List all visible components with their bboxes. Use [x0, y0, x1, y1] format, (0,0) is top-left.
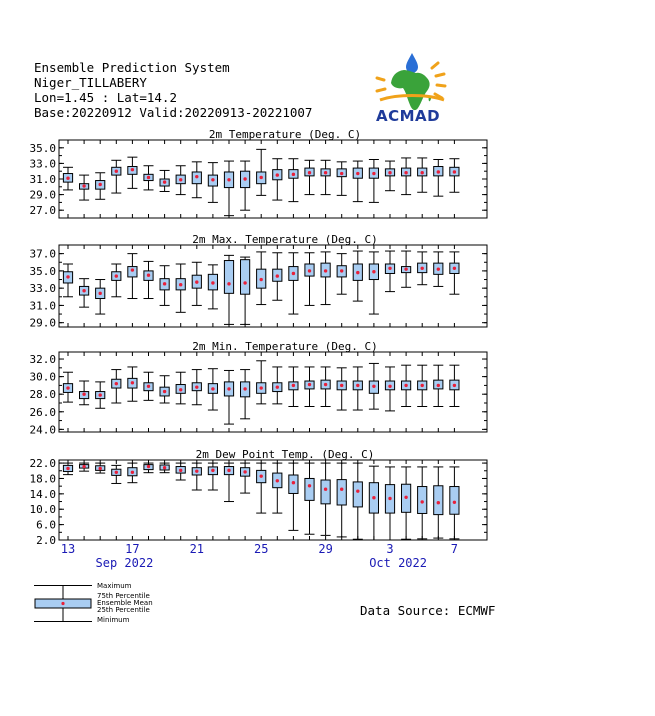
mean-marker — [99, 467, 102, 470]
box-day-27 — [288, 367, 298, 407]
box-day-24 — [240, 257, 250, 324]
mean-marker — [276, 173, 279, 176]
mean-marker — [340, 172, 343, 175]
box-day-21 — [192, 370, 202, 405]
box-day-27 — [288, 463, 298, 530]
mean-marker — [131, 268, 134, 271]
box-day-18 — [144, 372, 154, 400]
header-coords: Lon=1.45 : Lat=14.2 — [34, 90, 177, 105]
mean-marker — [243, 387, 246, 390]
legend-maximum: Maximum — [97, 582, 132, 590]
mean-marker — [195, 469, 198, 472]
box-day-18 — [144, 261, 154, 298]
box-day-1 — [353, 463, 363, 539]
x-tick-label: 7 — [450, 542, 459, 556]
box-day-25 — [256, 149, 266, 195]
y-tick-label: 29.0 — [29, 316, 56, 330]
y-tick-label: 35.0 — [29, 141, 56, 155]
legend-75th-percentile: 75th Percentile — [97, 592, 150, 600]
x-month-label: Sep 2022 — [95, 556, 154, 570]
y-tick-label: 28.0 — [29, 388, 56, 402]
box-day-28 — [305, 367, 315, 407]
mean-marker — [292, 272, 295, 275]
box-day-13 — [63, 167, 73, 190]
mean-marker — [243, 281, 246, 284]
mean-marker — [66, 467, 69, 470]
data-source: Data Source: ECMWF — [360, 603, 496, 618]
header-dates: Base:20220912 Valid:20220913-20221007 — [34, 105, 313, 120]
box-day-26 — [272, 159, 282, 200]
box-day-29 — [321, 463, 331, 535]
mean-marker — [356, 489, 359, 492]
plot-frame — [59, 245, 487, 327]
mean-marker — [388, 497, 391, 500]
mean-marker — [388, 267, 391, 270]
box-day-24 — [240, 370, 250, 419]
mean-marker — [82, 184, 85, 187]
mean-marker — [211, 281, 214, 284]
box-day-4 — [401, 158, 411, 195]
mean-marker — [276, 385, 279, 388]
mean-marker — [195, 280, 198, 283]
box-day-21 — [192, 463, 202, 490]
box-day-5 — [417, 365, 427, 406]
mean-marker — [324, 383, 327, 386]
panel-title: 2m Temperature (Deg. C) — [208, 128, 362, 141]
box-day-23 — [224, 370, 234, 424]
box-day-5 — [417, 467, 427, 539]
mean-marker — [163, 466, 166, 469]
panel-1 — [30, 128, 488, 218]
mean-marker — [421, 500, 424, 503]
box-day-17 — [127, 367, 137, 401]
mean-marker — [82, 289, 85, 292]
box-day-29 — [321, 367, 331, 407]
box-day-13 — [63, 264, 73, 297]
box-day-7 — [449, 365, 459, 406]
box-day-20 — [176, 372, 186, 404]
box-day-19 — [160, 170, 170, 191]
box-day-29 — [321, 252, 331, 305]
mean-marker — [404, 384, 407, 387]
box-day-15 — [95, 280, 105, 315]
box-day-3 — [385, 367, 395, 411]
box-day-4 — [401, 251, 411, 287]
mean-marker — [195, 175, 198, 178]
box-day-2 — [369, 160, 379, 203]
panel-title: 2m Dew Point Temp. (Deg. C) — [195, 448, 375, 461]
box-day-14 — [79, 175, 89, 200]
mean-marker — [372, 385, 375, 388]
box-day-30 — [337, 254, 347, 295]
box-day-22 — [208, 369, 218, 410]
iqr-box — [434, 486, 443, 515]
x-tick-label: 21 — [189, 542, 205, 556]
box-day-14 — [79, 381, 89, 405]
box-day-24 — [240, 463, 250, 493]
box-day-30 — [337, 463, 347, 537]
mean-marker — [260, 176, 263, 179]
iqr-box — [128, 267, 137, 277]
mean-marker — [147, 385, 150, 388]
box-day-21 — [192, 262, 202, 305]
box-day-25 — [256, 361, 266, 404]
box-day-15 — [95, 382, 105, 408]
iqr-box — [241, 260, 250, 295]
mean-marker — [356, 172, 359, 175]
box-day-4 — [401, 365, 411, 406]
panel-2 — [30, 233, 488, 330]
panel-title: 2m Min. Temperature (Deg. C) — [192, 340, 378, 353]
mean-marker — [227, 387, 230, 390]
mean-marker — [260, 278, 263, 281]
mean-marker — [340, 384, 343, 387]
box-day-20 — [176, 463, 186, 480]
box-day-7 — [449, 159, 459, 193]
box-day-15 — [95, 463, 105, 473]
iqr-box — [337, 480, 346, 505]
box-day-2 — [369, 363, 379, 409]
header-location: Niger_TILLABERY — [34, 75, 147, 90]
box-day-22 — [208, 163, 218, 203]
x-month-label: Oct 2022 — [369, 556, 427, 570]
box-day-13 — [63, 372, 73, 402]
box-day-19 — [160, 266, 170, 306]
mean-marker — [211, 469, 214, 472]
mean-marker — [179, 283, 182, 286]
y-tick-label: 22.0 — [29, 457, 56, 471]
mean-marker — [356, 271, 359, 274]
mean-marker — [243, 177, 246, 180]
header-title: Ensemble Prediction System — [34, 60, 230, 75]
box-day-23 — [224, 463, 234, 501]
mean-marker — [66, 177, 69, 180]
mean-marker — [437, 170, 440, 173]
panel-4 — [30, 448, 488, 547]
mean-marker — [179, 469, 182, 472]
mean-marker — [404, 171, 407, 174]
panel-title: 2m Max. Temperature (Deg. C) — [192, 233, 378, 246]
mean-marker — [115, 382, 118, 385]
mean-marker — [276, 274, 279, 277]
box-day-28 — [305, 253, 315, 306]
y-tick-label: 31.0 — [29, 173, 56, 186]
mean-marker — [82, 392, 85, 395]
mean-marker — [340, 488, 343, 491]
x-tick-label: 29 — [318, 542, 333, 556]
mean-marker — [195, 385, 198, 388]
box-day-3 — [385, 467, 395, 540]
acmad-logo-label: ACMAD — [376, 107, 441, 125]
iqr-box — [224, 261, 233, 294]
box-day-18 — [144, 463, 154, 473]
mean-marker — [292, 384, 295, 387]
box-day-17 — [127, 157, 137, 188]
box-day-17 — [127, 254, 137, 299]
box-day-28 — [305, 160, 315, 194]
box-day-1 — [353, 367, 363, 410]
box-day-18 — [144, 166, 154, 190]
box-day-6 — [433, 467, 443, 538]
mean-marker — [163, 390, 166, 393]
box-day-7 — [449, 467, 459, 539]
mean-marker — [147, 274, 150, 277]
mean-marker — [292, 173, 295, 176]
box-day-5 — [417, 252, 427, 285]
iqr-box — [321, 480, 330, 504]
box-day-2 — [369, 466, 379, 540]
mean-marker — [421, 384, 424, 387]
mean-marker — [372, 270, 375, 273]
mean-marker — [115, 471, 118, 474]
mean-marker — [324, 488, 327, 491]
box-day-23 — [224, 255, 234, 324]
y-tick-label: 24.0 — [29, 423, 56, 437]
box-day-16 — [111, 264, 121, 297]
mean-marker — [131, 381, 134, 384]
box-day-14 — [79, 463, 89, 471]
mean-marker — [227, 178, 230, 181]
mean-marker — [276, 479, 279, 482]
mean-marker — [453, 501, 456, 504]
mean-marker — [115, 274, 118, 277]
mean-marker — [437, 501, 440, 504]
box-day-6 — [433, 365, 443, 406]
box-day-3 — [385, 161, 395, 191]
iqr-box — [418, 487, 427, 514]
mean-marker — [324, 269, 327, 272]
box-day-17 — [127, 463, 137, 483]
mean-marker — [421, 267, 424, 270]
box-day-29 — [321, 160, 331, 194]
mean-marker — [260, 474, 263, 477]
y-tick-label: 33.0 — [29, 282, 56, 296]
x-tick-label: 17 — [125, 542, 140, 556]
iqr-box — [305, 478, 314, 500]
box-day-16 — [111, 465, 121, 483]
mean-marker — [437, 384, 440, 387]
box-day-13 — [63, 463, 73, 475]
box-day-1 — [353, 161, 363, 202]
y-tick-label: 26.0 — [29, 405, 56, 419]
y-tick-label: 14.0 — [29, 487, 56, 501]
legend-box-icon — [34, 583, 94, 625]
box-day-21 — [192, 162, 202, 198]
mean-marker — [147, 176, 150, 179]
box-day-25 — [256, 252, 266, 305]
box-day-23 — [224, 161, 234, 216]
box-day-19 — [160, 376, 170, 403]
box-day-27 — [288, 253, 298, 314]
mean-marker — [163, 180, 166, 183]
y-tick-label: 32.0 — [29, 353, 56, 367]
box-day-26 — [272, 463, 282, 513]
iqr-box — [353, 482, 362, 507]
mean-marker — [421, 171, 424, 174]
y-tick-label: 18.0 — [29, 472, 56, 486]
box-day-1 — [353, 251, 363, 301]
y-tick-label: 33.0 — [29, 157, 56, 171]
mean-marker — [308, 383, 311, 386]
mean-marker — [179, 178, 182, 181]
mean-marker — [66, 386, 69, 389]
mean-marker — [308, 171, 311, 174]
box-day-25 — [256, 463, 266, 513]
box-day-6 — [433, 252, 443, 287]
mean-marker — [211, 178, 214, 181]
mean-marker — [66, 275, 69, 278]
mean-marker — [388, 385, 391, 388]
mean-marker — [99, 292, 102, 295]
box-day-26 — [272, 253, 282, 300]
mean-marker — [131, 168, 134, 171]
box-day-20 — [176, 166, 186, 195]
box-day-16 — [111, 370, 121, 403]
y-tick-label: 35.0 — [29, 264, 56, 278]
mean-marker — [356, 384, 359, 387]
mean-marker — [404, 267, 407, 270]
mean-marker — [453, 384, 456, 387]
y-tick-label: 31.0 — [29, 299, 56, 313]
mean-marker — [340, 269, 343, 272]
box-day-30 — [337, 368, 347, 410]
mean-marker — [131, 471, 134, 474]
y-tick-label: 37.0 — [29, 247, 56, 261]
box-day-28 — [305, 463, 315, 534]
mean-marker — [372, 496, 375, 499]
box-day-15 — [95, 173, 105, 200]
box-day-7 — [449, 252, 459, 294]
box-day-5 — [417, 158, 427, 192]
mean-marker — [243, 470, 246, 473]
mean-marker — [292, 481, 295, 484]
box-day-27 — [288, 159, 298, 202]
mean-marker — [372, 172, 375, 175]
mean-marker — [227, 469, 230, 472]
mean-marker — [163, 282, 166, 285]
box-day-24 — [240, 161, 250, 210]
box-day-19 — [160, 463, 170, 473]
y-tick-label: 27.0 — [29, 204, 56, 218]
x-tick-label: 13 — [60, 542, 76, 556]
mean-marker — [227, 282, 230, 285]
x-tick-label: 25 — [253, 542, 269, 556]
mean-marker — [404, 496, 407, 499]
box-day-26 — [272, 367, 282, 404]
box-day-4 — [401, 467, 411, 539]
box-day-22 — [208, 265, 218, 309]
box-day-3 — [385, 251, 395, 292]
box-day-16 — [111, 160, 121, 193]
mean-marker — [308, 484, 311, 487]
mean-marker — [308, 269, 311, 272]
y-tick-label: 10.0 — [29, 503, 56, 517]
mean-marker — [115, 170, 118, 173]
mean-marker — [388, 171, 391, 174]
y-tick-label: 2.0 — [36, 534, 56, 547]
y-tick-label: 6.0 — [36, 518, 56, 532]
box-day-14 — [79, 279, 89, 307]
mean-marker — [324, 171, 327, 174]
legend-25th-percentile: 25th Percentile — [97, 606, 150, 614]
box-day-6 — [433, 160, 443, 197]
box-day-22 — [208, 463, 218, 490]
iqr-box — [450, 487, 459, 515]
mean-marker — [211, 387, 214, 390]
box-day-2 — [369, 252, 379, 314]
legend-ensemble-mean: Ensemble Mean — [97, 599, 153, 607]
mean-marker — [453, 170, 456, 173]
mean-marker — [260, 386, 263, 389]
x-tick-label: 3 — [386, 542, 394, 556]
mean-marker — [82, 465, 85, 468]
y-tick-label: 29.0 — [29, 188, 56, 202]
box-day-30 — [337, 162, 347, 196]
box-day-20 — [176, 264, 186, 312]
mean-marker — [437, 267, 440, 270]
mean-marker — [179, 388, 182, 391]
mean-marker — [99, 393, 102, 396]
y-tick-label: 30.0 — [29, 370, 56, 384]
panel-3 — [30, 340, 488, 436]
mean-marker — [147, 465, 150, 468]
mean-marker — [453, 267, 456, 270]
legend-minimum: Minimum — [97, 616, 130, 624]
mean-marker — [99, 183, 102, 186]
